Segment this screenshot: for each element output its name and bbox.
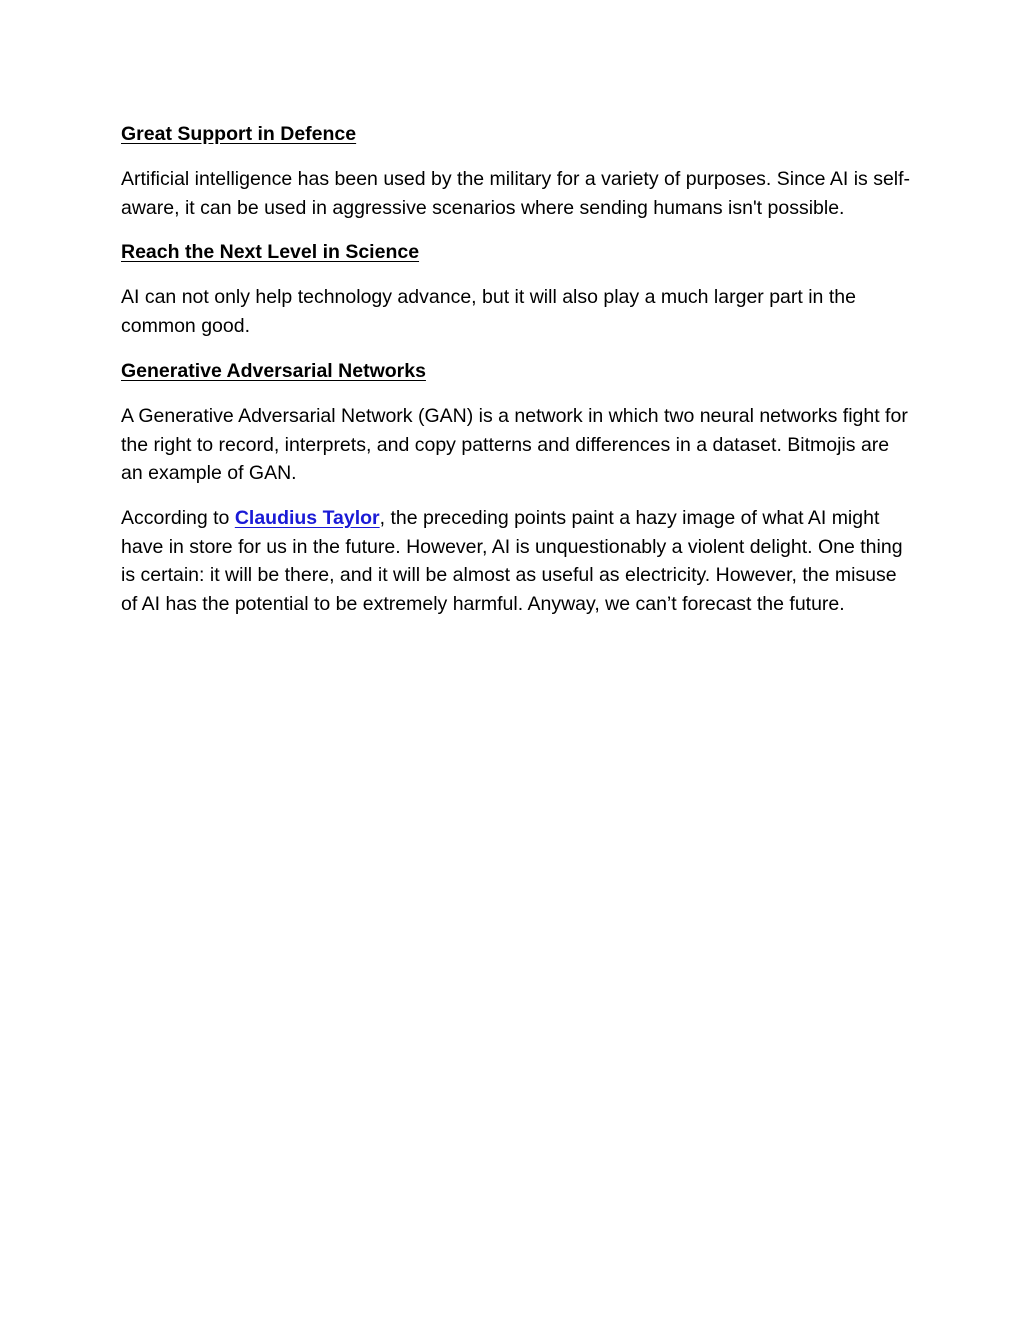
- section-heading-defence: Great Support in Defence: [121, 123, 357, 145]
- closing-paragraph: [121, 504, 911, 619]
- section-body-gan: A Generative Adversarial Network (GAN) is a network in which two neural networks fight for the right to record, interprets, and copy patterns and differences in a dataset. Bitmojis are an example of GAN.: [121, 404, 908, 485]
- closing-suffix: , the preceding points paint a hazy image of what AI might have in store for us in the future. However, AI is unquestionably a violent delight. One thing is certain: it will be there, and it will be almost as useful as electricity. However, the misuse of AI has the potential to be extremely harmful. Anyway, we can’t forecast the future.: [121, 506, 903, 616]
- document-page: [121, 120, 911, 635]
- section-heading-gan: Generative Adversarial Networks: [121, 359, 426, 382]
- section-heading-science: Reach the Next Level in Science: [121, 241, 420, 264]
- closing-prefix: According to: [121, 506, 235, 529]
- section-body-defence: Artificial intelligence has been used by the military for a variety of purposes. Since AI is self-aware, it can be used in aggressive scenarios where sending humans isn't possible.: [121, 168, 911, 219]
- section-body-science: AI can not only help technology advance, but it will also play a much larger part in the common good.: [121, 286, 856, 338]
- author-link[interactable]: Claudius Taylor: [234, 506, 380, 529]
